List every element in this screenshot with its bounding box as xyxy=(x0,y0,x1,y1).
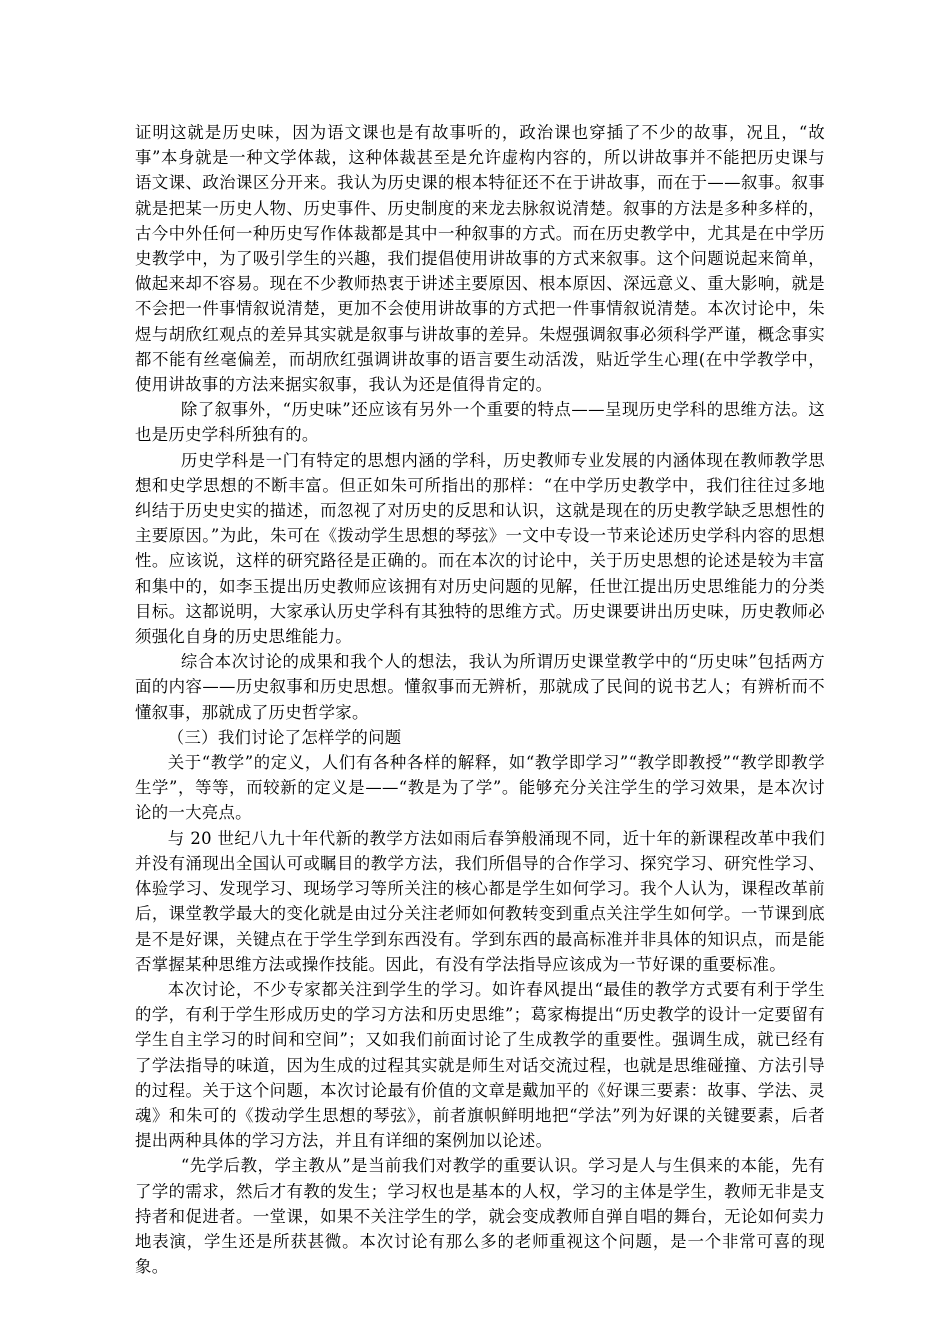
paragraph-narrative: 证明这就是历史味，因为语文课也是有故事听的，政治课也穿插了不少的故事，况且，“故事”本身就是一种文学体裁，这种体裁甚至是允许虚构内容的，所以讲故事并不能把历史课与语文课、政治课区分开来。我认为历史课的根本特征还不在于讲故事，而在于——叙事。叙事就是把某一历史人物、历史事件、历史制度的来龙去脉叙说清楚。叙事的方法是多种多样的，古今中外任何一种历史写作体裁都是其中一种叙事的方式。而在历史教学中，尤其是在中学历史教学中，为了吸引学生的兴趣，我们提倡使用讲故事的方式来叙事。这个问题说起来简单，做起来却不容易。现在不少教师热衷于讲述主要原因、根本原因、深远意义、重大影响，就是不会把一件事情叙说清楚，更加不会使用讲故事的方式把一件事情叙说清楚。本次讨论中，朱煜与胡欣红观点的差异其实就是叙事与讲故事的差异。朱煜强调叙事必须科学严谨，概念事实都不能有丝毫偏差，而胡欣红强调讲故事的语言要生动活泼，贴近学生心理(在中学教学中，使用讲故事的方法来据实叙事，我认为还是值得肯定的。 xyxy=(135,123,825,395)
paragraph-curriculum-reform: 与 20 世纪八九十年代新的教学方法如雨后春笋般涌现不同，近十年的新课程改革中我们并没有涌现出全国认可或瞩目的教学方法，我们所倡导的合作学习、探究学习、研究性学习、体验学习、发现学习、现场学习等所关注的核心都是学生如何学习。我个人认为，课程改革前后，课堂教学最大的变化就是由过分关注老师如何教转变到重点关注学生如何学。一节课到底是不是好课，关键点在于学生学到东西没有。学到东西的最高标准并非具体的知识点，而是能否掌握某种思维方法或操作技能。因此，有没有学法指导应该成为一节好课的重要标准。 xyxy=(135,828,825,974)
paragraph-summary: 综合本次讨论的成果和我个人的想法，我认为所谓历史课堂教学中的“历史味”包括两方面的内容——历史叙事和历史思想。懂叙事而无辨析，那就成了民间的说书艺人；有辨析而不懂叙事，那就成了历史哲学家。 xyxy=(135,652,825,722)
paragraph-thinking-method: 除了叙事外，“历史味”还应该有另外一个重要的特点——呈现历史学科的思维方法。这也是历史学科所独有的。 xyxy=(135,400,825,445)
paragraph-historical-thought: 历史学科是一门有特定的思想内涵的学科，历史教师专业发展的内涵体现在教师教学思想和史学思想的不断丰富。但正如朱可所指出的那样：“在中学历史教学中，我们往往过多地纠结于历史史实的描述，而忽视了对历史的反思和认识，这就是现在的历史教学缺乏思想性的主要原因。”为此，朱可在《拨动学生思想的琴弦》一文中专设一节来论述历史学科内容的思想性。应该说，这样的研究路径是正确的。而在本次的讨论中，关于历史思想的论述是较为丰富和集中的，如李玉提出历史教师应该拥有对历史问题的见解，任世江提出历史思维能力的分类目标。这都说明，大家承认历史学科有其独特的思维方式。历史课要讲出历史味，历史教师必须强化自身的历史思维能力。 xyxy=(135,450,825,647)
paragraph-expert-views: 本次讨论，不少专家都关注到学生的学习。如许春风提出“最佳的教学方式要有利于学生的学，有利于学生形成历史的学习方法和历史思维”；葛家梅提出“历史教学的设计一定要留有学生自主学习的时间和空间”；又如我们前面讨论了生成教学的重要性。强调生成，就已经有了学法指导的味道，因为生成的过程其实就是师生对话交流过程，也就是思维碰撞、方法引导的过程。关于这个问题，本次讨论最有价值的文章是戴加平的《好课三要素：故事、学法、灵魂》和朱可的《拨动学生思想的琴弦》，前者旗帜鲜明地把“学法”列为好课的关键要素，后者提出两种具体的学习方法，并且有详细的案例加以论述。 xyxy=(135,979,825,1151)
section-heading: （三）我们讨论了怎样学的问题 xyxy=(167,727,402,747)
document-body xyxy=(135,120,825,1279)
paragraph-learning-first: “先学后教，学主教从”是当前我们对教学的重要认识。学习是人与生俱来的本能，先有了学的需求，然后才有教的发生；学习权也是基本的人权，学习的主体是学生，教师无非是支持者和促进者。一堂课，如果不关注学生的学，就会变成教师自弹自唱的舞台，无论如何卖力地表演，学生还是所获甚微。本次讨论有那么多的老师重视这个问题，是一个非常可喜的现象。 xyxy=(135,1156,825,1277)
paragraph-teaching-definition: 关于“教学”的定义，人们有各种各样的解释，如“教学即学习”“教学即教授”“教学即教学生学”，等等，而较新的定义是——“教是为了学”。能够充分关注学生的学习效果，是本次讨论的一大亮点。 xyxy=(135,753,825,823)
